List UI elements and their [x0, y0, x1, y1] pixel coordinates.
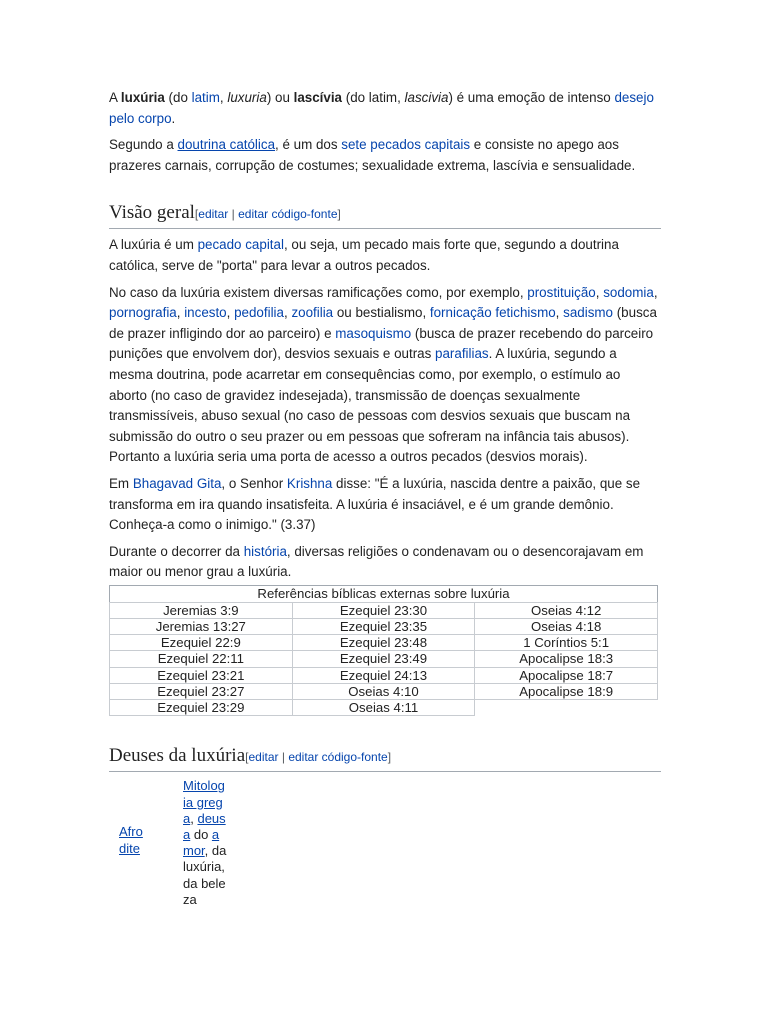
edit-bracket-close: ]	[387, 750, 392, 765]
intro-paragraph-2	[109, 135, 661, 176]
edit-source-link[interactable]: editar código-fonte	[238, 207, 338, 222]
link-mitologia-grega[interactable]: Mitologia grega	[183, 778, 225, 826]
link-amor[interactable]: amor	[183, 826, 220, 859]
table-row	[110, 635, 658, 651]
link-desejo-pelo-corpo[interactable]: desejo pelo corpo	[109, 90, 654, 126]
text: ,	[226, 305, 235, 321]
table-row	[110, 619, 658, 635]
table-cell: Oseias 4:18	[475, 619, 658, 635]
text: . A luxúria, segundo a mesma doutrina, pode acarretar em consequências como, por exemplo, o estímulo ao aborto (no caso de gravidez indesejada), transmissão de doenças sexualmente transmissíveis, abuso sexual (no caso de pessoas com desvios sexuais que buscam na submissão do outro o seu prazer ou em pessoas que sofreram na infância tais abusos). Portanto a luxúria seria uma porta de acesso a outros pecados (desvios morais).	[109, 346, 631, 465]
section-title: Deuses da luxúria	[109, 745, 246, 767]
text: , ou seja, um pecado mais forte que, segundo a doutrina católica, serve de "porta" para levar a outros pecados.	[109, 237, 619, 273]
table-row	[110, 651, 658, 667]
text: e consiste no apego aos prazeres carnais, corrupção de costumes; sexualidade extrema, lascívia e sensualidade.	[109, 137, 636, 173]
section-heading-deuses	[109, 743, 661, 772]
edit-separator: |	[278, 750, 289, 765]
edit-source-link[interactable]: editar código-fonte	[288, 750, 388, 765]
link-fornicacao-fetichismo[interactable]: fornicação fetichismo	[429, 305, 556, 321]
table-cell: Ezequiel 23:27	[110, 683, 293, 699]
text: do	[190, 826, 212, 842]
text: A	[109, 90, 121, 105]
table-cell: Ezequiel 23:35	[292, 619, 475, 635]
biblical-references-table	[109, 585, 658, 716]
text: ,	[190, 810, 198, 826]
link-pecado-capital[interactable]: pecado capital	[197, 237, 284, 253]
link-afrodite[interactable]: Afrodite	[119, 824, 143, 856]
table-row	[110, 602, 658, 618]
edit-link[interactable]: editar	[248, 750, 279, 765]
term-lascivia-latin: lascivia	[404, 90, 449, 105]
text: Segundo a	[109, 137, 178, 153]
text: No caso da luxúria existem diversas ramificações como, por exemplo,	[109, 284, 528, 300]
text: , diversas religiões o condenavam ou o desencorajavam em maior ou menor grau a luxúria.	[109, 543, 644, 580]
table-cell: Apocalipse 18:3	[475, 651, 658, 667]
section1-paragraph-3	[109, 474, 661, 536]
link-prostituicao[interactable]: prostituição	[527, 284, 596, 300]
text: Em	[109, 475, 133, 491]
table-cell: Apocalipse 18:9	[475, 683, 658, 699]
table-cell: Oseias 4:11	[292, 700, 475, 716]
table-cell: Ezequiel 23:30	[292, 602, 475, 618]
text: , é um dos	[275, 137, 342, 153]
section1-paragraph-1	[109, 235, 661, 276]
link-bhagavad-gita[interactable]: Bhagavad Gita	[132, 475, 222, 491]
text: Durante o decorrer da	[109, 543, 244, 559]
edit-bracket-open: [	[194, 207, 199, 222]
link-zoofilia[interactable]: zoofilia	[291, 305, 334, 321]
edit-links	[245, 750, 391, 764]
text: (busca de prazer infligindo dor ao parceiro) e	[109, 305, 657, 341]
text: A luxúria é um	[109, 237, 198, 253]
table-row	[110, 683, 658, 699]
text: , o Senhor	[221, 475, 287, 491]
link-sete-pecados-capitais[interactable]: sete pecados capitais	[341, 137, 471, 153]
deities-table	[109, 778, 661, 908]
link-pornografia[interactable]: pornografia	[109, 305, 177, 321]
table-cell: Apocalipse 18:7	[475, 667, 658, 683]
edit-bracket-close: ]	[337, 207, 341, 222]
term-luxuria-latin: luxuria	[227, 90, 267, 105]
intro-paragraph-1	[109, 88, 661, 129]
text: ou bestialismo,	[333, 305, 430, 321]
table-cell: Ezequiel 24:13	[292, 667, 475, 683]
text: ) ou	[266, 90, 294, 105]
table-cell: Ezequiel 23:21	[110, 667, 293, 683]
table-cell	[475, 700, 658, 716]
text: ) é uma emoção de intenso	[448, 90, 615, 105]
table-cell: Ezequiel 23:49	[292, 651, 475, 667]
deity-name-cell	[119, 778, 149, 908]
link-pedofilia[interactable]: pedofilia	[234, 305, 284, 321]
text: ,	[555, 305, 564, 321]
link-masoquismo[interactable]: masoquismo	[335, 325, 412, 341]
text: ,	[219, 90, 228, 105]
text: .	[171, 110, 176, 126]
term-luxuria: luxúria	[120, 90, 165, 105]
link-historia[interactable]: história	[243, 543, 287, 559]
term-lascivia: lascívia	[293, 90, 343, 105]
edit-links	[195, 207, 341, 221]
link-krishna[interactable]: Krishna	[286, 475, 333, 491]
link-parafilias[interactable]: parafilias	[435, 346, 489, 362]
text: (busca de prazer recebendo do parceiro punições que envolvem dor), desvios sexuais e outras	[109, 325, 654, 362]
edit-bracket-open: [	[245, 750, 249, 765]
table-cell: Jeremias 3:9	[110, 602, 293, 618]
table-cell: Ezequiel 22:11	[110, 651, 293, 667]
deity-description-cell	[183, 778, 227, 908]
section1-paragraph-4	[109, 542, 661, 583]
table-cell: 1 Coríntios 5:1	[475, 635, 658, 651]
table-cell: Ezequiel 23:48	[292, 635, 475, 651]
link-deusa[interactable]: deusa	[183, 810, 226, 842]
text: , da luxúria, da beleza	[183, 843, 227, 907]
section-heading-visao-geral	[109, 200, 661, 229]
table-cell: Oseias 4:12	[475, 602, 658, 618]
text: (do	[164, 90, 192, 105]
link-sodomia[interactable]: sodomia	[603, 284, 654, 300]
link-sadismo[interactable]: sadismo	[563, 305, 613, 321]
link-incesto[interactable]: incesto	[184, 305, 227, 321]
text: ,	[595, 284, 604, 300]
table-row	[110, 700, 658, 716]
text: (do latim,	[342, 90, 405, 105]
article-content	[109, 88, 661, 908]
section1-paragraph-2	[109, 283, 661, 468]
text: ,	[653, 284, 658, 300]
table-cell: Ezequiel 23:29	[110, 700, 293, 716]
edit-link[interactable]: editar	[198, 207, 229, 222]
table-row	[110, 667, 658, 683]
text: disse: "É a luxúria, nascida dentre a paixão, que se transforma em ira quando insatisfeita. A luxúria é insaciável, e é um grande demônio. Conheça-a como o inimigo." (3.37)	[109, 475, 641, 533]
text: ,	[176, 305, 185, 321]
table-caption: Referências bíblicas externas sobre luxúria	[109, 585, 658, 602]
link-doutrina-catolica[interactable]: doutrina católica	[177, 137, 276, 153]
table-cell: Oseias 4:10	[292, 683, 475, 699]
text: ,	[283, 305, 292, 321]
edit-separator: |	[228, 207, 239, 222]
table-body	[110, 602, 658, 715]
section-title: Visão geral	[109, 202, 195, 224]
table-cell: Ezequiel 22:9	[110, 635, 293, 651]
link-latim[interactable]: latim	[191, 90, 220, 105]
table-cell: Jeremias 13:27	[110, 619, 293, 635]
